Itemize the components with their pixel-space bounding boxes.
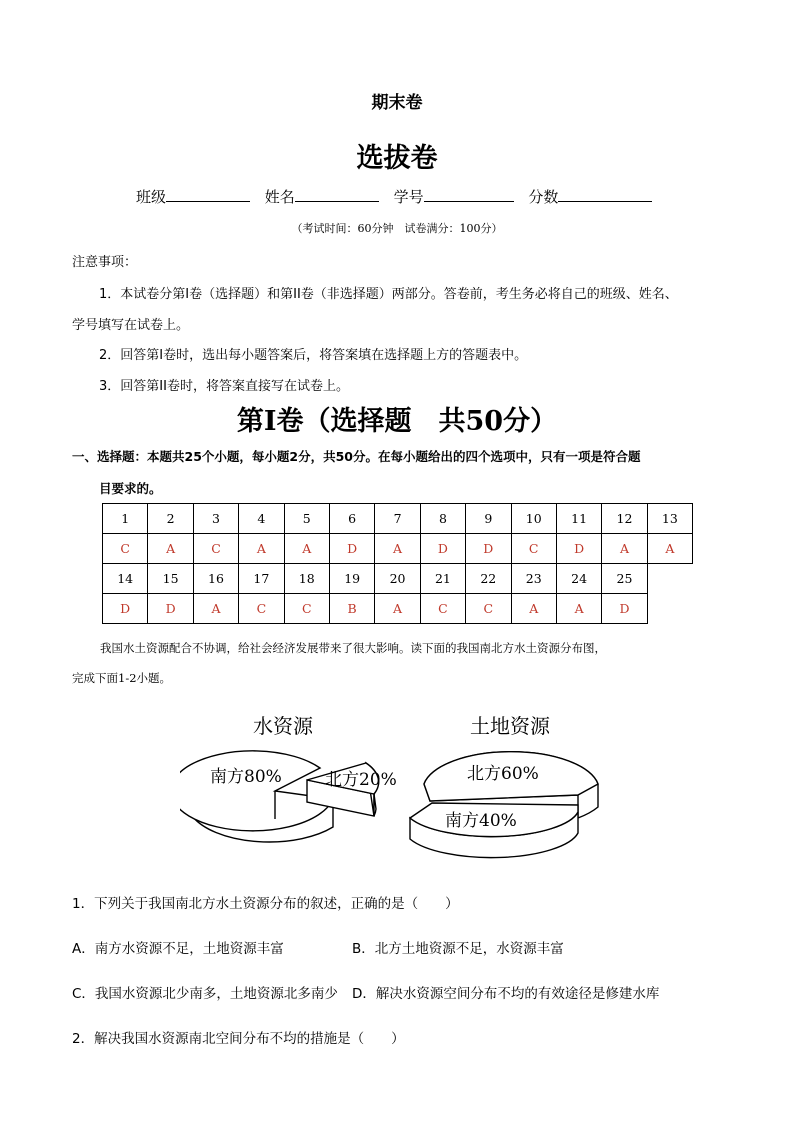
student-id-blank[interactable] (424, 187, 514, 202)
question-number-cell: 25 (602, 564, 647, 594)
answer-table-row-numbers (103, 504, 693, 534)
answer-table-row-answers (103, 534, 693, 564)
question-number-cell: 8 (420, 504, 465, 534)
answer-table-row-answers (103, 594, 693, 624)
name-label: 姓名 (264, 188, 295, 206)
question-number-cell: 2 (148, 504, 193, 534)
answer-cell: D (329, 534, 374, 564)
question-1: 1．下列关于我国南北方水土资源分布的叙述，正确的是（ ） (72, 896, 459, 912)
answer-cell: A (647, 534, 692, 564)
question-number-cell: 24 (556, 564, 601, 594)
question-number-cell: 15 (148, 564, 193, 594)
question-number-cell: 14 (103, 564, 148, 594)
answer-cell: A (556, 594, 601, 624)
water-north-label: 北方20% (325, 770, 397, 790)
question-number-cell: 4 (239, 504, 284, 534)
answer-cell: A (602, 534, 647, 564)
question-number-cell: 6 (329, 504, 374, 534)
class-blank[interactable] (166, 187, 250, 202)
answer-cell: C (239, 594, 284, 624)
note-item: 3．回答第II卷时，将答案直接写在试卷上。 (99, 379, 349, 394)
water-pie-title: 水资源 (253, 714, 313, 738)
answer-cell: D (556, 534, 601, 564)
material-intro-cont: 完成下面1-2小题。 (72, 671, 172, 685)
question-1-option-a[interactable]: A．南方水资源不足，土地资源丰富 (72, 941, 284, 957)
question-number-cell: 20 (375, 564, 420, 594)
answer-table-row-numbers (103, 564, 693, 594)
answer-cell: A (284, 534, 329, 564)
answer-cell: A (148, 534, 193, 564)
answer-cell: A (193, 594, 238, 624)
material-intro: 我国水土资源配合不协调，给社会经济发展带来了很大影响。读下面的我国南北方水土资源分布图， (100, 641, 606, 655)
answer-cell: D (103, 594, 148, 624)
question-1-option-c[interactable]: C．我国水资源北少南多，土地资源北多南少 (72, 986, 338, 1002)
answer-cell: C (193, 534, 238, 564)
question-2: 2．解决我国水资源南北空间分布不均的措施是（ ） (72, 1031, 405, 1047)
answer-cell: A (511, 594, 556, 624)
answer-cell: A (375, 534, 420, 564)
water-south-label: 南方80% (210, 767, 282, 787)
question-number-cell: 17 (239, 564, 284, 594)
note-item: 1．本试卷分第I卷（选择题）和第II卷（非选择题）两部分。答卷前，考生务必将自己的班级、姓名、 (99, 287, 678, 302)
section-instruction-cont: 目要求的。 (99, 481, 162, 496)
question-number-cell: 16 (193, 564, 238, 594)
answer-cell: C (466, 594, 511, 624)
question-number-cell: 5 (284, 504, 329, 534)
question-1-option-d[interactable]: D．解决水资源空间分布不均的有效途径是修建水库 (352, 986, 660, 1002)
question-number-cell: 19 (329, 564, 374, 594)
question-number-cell: 21 (420, 564, 465, 594)
student-info-row (136, 186, 662, 207)
exam-title: 选拔卷 (356, 143, 438, 174)
question-number-cell: 12 (602, 504, 647, 534)
class-label: 班级 (136, 188, 167, 206)
note-item: 学号填写在试卷上。 (72, 318, 190, 333)
exam-time-note: （考试时间：60分钟 试卷满分：100分） (291, 222, 503, 235)
question-number-cell: 10 (511, 504, 556, 534)
section-instruction: 一、选择题：本题共25个小题，每小题2分，共50分。在每小题给出的四个选项中，只有一项是符合题 (72, 449, 641, 464)
land-south-label: 南方40% (445, 811, 517, 831)
answer-cell: D (420, 534, 465, 564)
section-title: 第I卷（选择题 共50分） (236, 406, 558, 437)
question-1-option-b[interactable]: B．北方土地资源不足，水资源丰富 (352, 941, 564, 957)
question-number-cell: 13 (647, 504, 692, 534)
student-id-label: 学号 (393, 188, 424, 206)
exam-subtitle: 期末卷 (371, 93, 423, 113)
water-land-resource-figure (180, 705, 620, 870)
question-number-cell: 11 (556, 504, 601, 534)
answer-cell: C (103, 534, 148, 564)
answer-table (102, 503, 693, 624)
answer-cell: B (329, 594, 374, 624)
answer-cell: A (375, 594, 420, 624)
answer-cell: D (466, 534, 511, 564)
answer-cell: C (511, 534, 556, 564)
answer-cell: A (239, 534, 284, 564)
answer-cell: D (602, 594, 647, 624)
answer-cell: D (148, 594, 193, 624)
notes-heading: 注意事项： (72, 255, 138, 270)
name-blank[interactable] (295, 187, 379, 202)
question-number-cell: 22 (466, 564, 511, 594)
land-pie-title: 土地资源 (470, 714, 550, 738)
question-number-cell: 18 (284, 564, 329, 594)
question-number-cell: 23 (511, 564, 556, 594)
question-number-cell: 1 (103, 504, 148, 534)
score-label: 分数 (528, 188, 559, 206)
answer-cell: C (284, 594, 329, 624)
question-number-cell: 3 (193, 504, 238, 534)
land-north-label: 北方60% (467, 764, 539, 784)
score-blank[interactable] (558, 187, 652, 202)
note-item: 2．回答第I卷时，选出每小题答案后，将答案填在选择题上方的答题表中。 (99, 348, 528, 363)
question-number-cell: 7 (375, 504, 420, 534)
question-number-cell: 9 (466, 504, 511, 534)
answer-cell: C (420, 594, 465, 624)
